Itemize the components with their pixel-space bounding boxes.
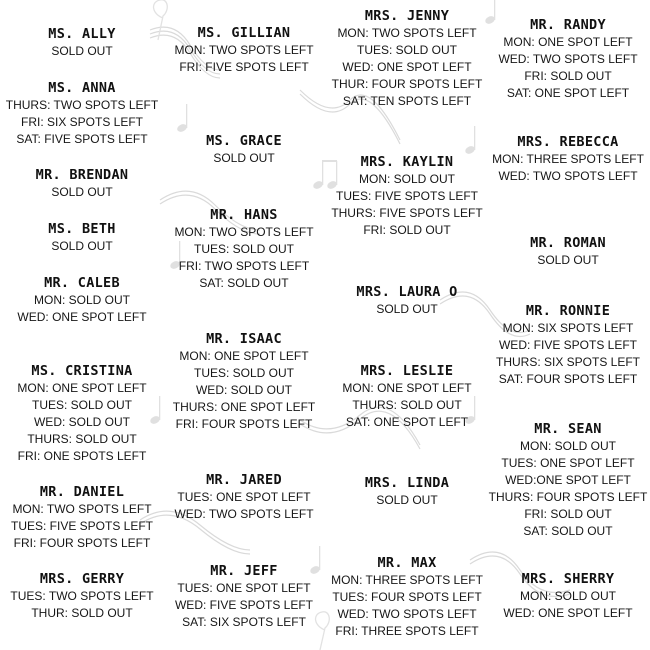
availability-line: WED: SOLD OUT <box>195 383 292 397</box>
teacher-card <box>1 484 163 552</box>
teacher-card <box>326 284 488 318</box>
availability-line: MON: TWO SPOTS LEFT <box>12 502 152 516</box>
teacher-card <box>487 134 649 185</box>
availability-line: TUES: FIVE SPOTS LEFT <box>10 519 154 533</box>
teacher-card <box>1 363 163 465</box>
teacher-card <box>1 80 163 148</box>
availability-line: TUES: ONE SPOT LEFT <box>177 490 311 504</box>
availability-line: THURS: SOLD OUT <box>27 432 137 446</box>
availability-line: TUES: SOLD OUT <box>356 43 457 57</box>
availability-line: MON: TWO SPOTS LEFT <box>337 26 477 40</box>
teacher-card <box>487 303 649 388</box>
teacher-name: MR. JEFF <box>210 563 278 579</box>
teacher-name: MR. ROMAN <box>530 235 606 251</box>
teacher-name: MRS. LINDA <box>364 475 450 491</box>
teacher-card <box>163 331 325 433</box>
availability-line: SOLD OUT <box>213 151 275 165</box>
availability-line: MON: ONE SPOT LEFT <box>342 381 472 395</box>
teacher-column-2 <box>163 0 325 650</box>
teacher-card <box>163 133 325 167</box>
availability-line: FRI: TWO SPOTS LEFT <box>178 259 310 273</box>
availability-line: MON: ONE SPOT LEFT <box>503 35 633 49</box>
availability-line: THURS: SIX SPOTS LEFT <box>495 355 641 369</box>
teacher-name: MR. MAX <box>377 555 437 571</box>
availability-line: WED:ONE SPOT LEFT <box>505 473 631 487</box>
availability-line: MON: THREE SPOTS LEFT <box>492 152 644 166</box>
availability-line: WED: ONE SPOT LEFT <box>503 606 633 620</box>
availability-line: MON: ONE SPOT LEFT <box>17 381 147 395</box>
availability-line: MON: TWO SPOTS LEFT <box>174 225 314 239</box>
teacher-card <box>163 207 325 292</box>
availability-line: TUES: FIVE SPOTS LEFT <box>335 189 479 203</box>
availability-line: TUES: SOLD OUT <box>31 398 132 412</box>
teacher-card <box>487 235 649 269</box>
teacher-name: MS. ALLY <box>48 26 116 42</box>
availability-line: FRI: FOUR SPOTS LEFT <box>13 536 151 550</box>
availability-line: SOLD OUT <box>537 253 599 267</box>
availability-line: FRI: FIVE SPOTS LEFT <box>179 60 309 74</box>
availability-line: MON: SOLD OUT <box>519 439 616 453</box>
teacher-card <box>326 154 488 239</box>
availability-line: SOLD OUT <box>376 302 438 316</box>
teacher-card <box>326 475 488 509</box>
availability-line: SAT: FOUR SPOTS LEFT <box>498 372 638 386</box>
teacher-name: MR. ISAAC <box>206 331 282 347</box>
availability-line: FRI: SOLD OUT <box>524 69 612 83</box>
teacher-card <box>1 26 163 60</box>
availability-line: FRI: SOLD OUT <box>524 507 612 521</box>
teacher-name: MRS. LESLIE <box>360 363 454 379</box>
availability-line: WED: FIVE SPOTS LEFT <box>498 338 638 352</box>
teacher-name: MS. GRACE <box>206 133 282 149</box>
availability-line: THUR: SOLD OUT <box>31 606 133 620</box>
availability-line: WED: TWO SPOTS LEFT <box>498 169 638 183</box>
availability-line: MON: SOLD OUT <box>358 172 455 186</box>
availability-line: TUES: SOLD OUT <box>193 366 294 380</box>
availability-line: TUES: FOUR SPOTS LEFT <box>332 590 482 604</box>
teacher-column-1 <box>1 0 163 650</box>
teacher-name: MS. GILLIAN <box>197 25 291 41</box>
teacher-card <box>487 571 649 622</box>
teacher-card <box>326 8 488 110</box>
availability-line: TUES: ONE SPOT LEFT <box>177 581 311 595</box>
teacher-card <box>326 555 488 640</box>
availability-line: FRI: SIX SPOTS LEFT <box>20 115 144 129</box>
teacher-card <box>1 167 163 201</box>
teacher-card <box>1 221 163 255</box>
availability-line: SAT: ONE SPOT LEFT <box>345 415 469 429</box>
availability-line: MON: THREE SPOTS LEFT <box>331 573 483 587</box>
teacher-card <box>163 25 325 76</box>
teacher-card <box>487 17 649 102</box>
teacher-card <box>1 275 163 326</box>
availability-line: FRI: ONE SPOTS LEFT <box>17 449 147 463</box>
teacher-name: MR. HANS <box>210 207 278 223</box>
availability-line: WED: SOLD OUT <box>33 415 130 429</box>
availability-line: WED: TWO SPOTS LEFT <box>174 507 314 521</box>
teacher-name: MS. ANNA <box>48 80 116 96</box>
teacher-name: MS. CRISTINA <box>31 363 133 379</box>
teacher-name: MR. SEAN <box>534 421 602 437</box>
teacher-card <box>326 363 488 431</box>
availability-line: SAT: SOLD OUT <box>523 524 613 538</box>
availability-line: THURS: SOLD OUT <box>352 398 462 412</box>
availability-line: THURS: ONE SPOT LEFT <box>172 400 316 414</box>
teacher-column-4 <box>487 0 649 650</box>
teacher-name: MR. DANIEL <box>39 484 125 500</box>
availability-line: FRI: SOLD OUT <box>363 223 451 237</box>
availability-line: WED: ONE SPOT LEFT <box>17 310 147 324</box>
teacher-card <box>163 563 325 631</box>
availability-line: WED: TWO SPOTS LEFT <box>337 607 477 621</box>
teacher-name: MR. RANDY <box>530 17 606 33</box>
availability-line: THURS: FOUR SPOTS LEFT <box>488 490 648 504</box>
availability-line: MON: TWO SPOTS LEFT <box>174 43 314 57</box>
availability-line: SAT: SIX SPOTS LEFT <box>182 615 306 629</box>
availability-line: SOLD OUT <box>376 493 438 507</box>
teacher-column-3 <box>326 0 488 650</box>
availability-line: SAT: ONE SPOT LEFT <box>506 86 630 100</box>
availability-line: SAT: TEN SPOTS LEFT <box>342 94 472 108</box>
availability-line: SOLD OUT <box>51 239 113 253</box>
teacher-card <box>487 421 649 540</box>
teacher-name: MR. BRENDAN <box>35 167 129 183</box>
teacher-name: MRS. LAURA O <box>356 284 458 300</box>
teacher-name: MRS. SHERRY <box>521 571 615 587</box>
availability-line: TUES: TWO SPOTS LEFT <box>10 589 154 603</box>
teacher-name: MRS. KAYLIN <box>360 154 454 170</box>
availability-line: MON: SIX SPOTS LEFT <box>502 321 634 335</box>
availability-line: SOLD OUT <box>51 185 113 199</box>
availability-line: FRI: THREE SPOTS LEFT <box>335 624 479 638</box>
availability-line: MON: SOLD OUT <box>519 589 616 603</box>
teacher-name: MR. RONNIE <box>525 303 611 319</box>
teacher-card <box>163 472 325 523</box>
availability-line: WED: FIVE SPOTS LEFT <box>174 598 314 612</box>
availability-line: TUES: ONE SPOT LEFT <box>501 456 635 470</box>
availability-line: MON: ONE SPOT LEFT <box>179 349 309 363</box>
availability-line: WED: TWO SPOTS LEFT <box>498 52 638 66</box>
availability-line: THURS: FIVE SPOTS LEFT <box>331 206 483 220</box>
availability-line: SAT: FIVE SPOTS LEFT <box>16 132 148 146</box>
availability-line: THUR: FOUR SPOTS LEFT <box>331 77 483 91</box>
availability-line: FRI: FOUR SPOTS LEFT <box>175 417 313 431</box>
availability-line: THURS: TWO SPOTS LEFT <box>5 98 159 112</box>
availability-line: TUES: SOLD OUT <box>193 242 294 256</box>
availability-line: SAT: SOLD OUT <box>199 276 289 290</box>
availability-line: MON: SOLD OUT <box>33 293 130 307</box>
availability-line: SOLD OUT <box>51 44 113 58</box>
teacher-card <box>1 571 163 622</box>
teacher-name: MRS. REBECCA <box>517 134 619 150</box>
teacher-name: MS. BETH <box>48 221 116 237</box>
teacher-name: MRS. JENNY <box>364 8 450 24</box>
teacher-name: MRS. GERRY <box>39 571 125 587</box>
teacher-name: MR. CALEB <box>44 275 120 291</box>
teacher-name: MR. JARED <box>206 472 282 488</box>
availability-line: WED: ONE SPOT LEFT <box>342 60 472 74</box>
